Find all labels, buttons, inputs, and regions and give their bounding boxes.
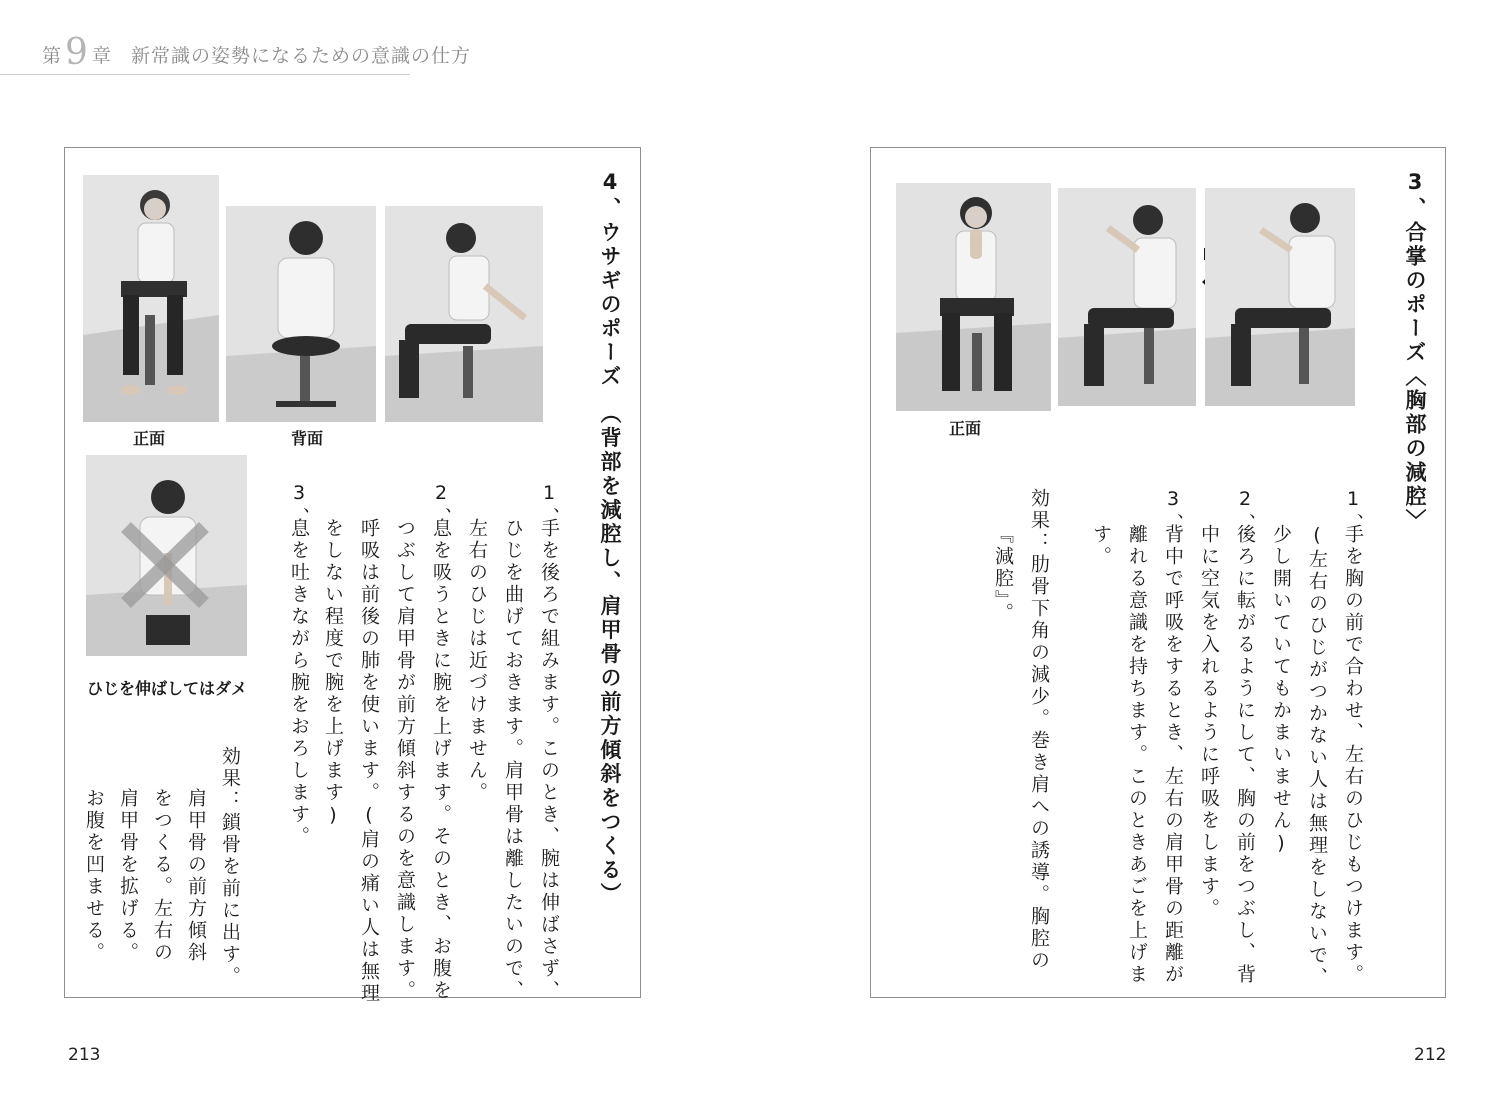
left-step-line: 2、 [430,482,452,529]
left-step-line: 息を吸うときに腕を上げます。そのとき、お腹を [430,518,452,1002]
caption-back: 背面 [291,429,324,448]
page-number-left: 213 [68,1045,101,1065]
left-effect-line: お腹を凹ませる。 [83,788,105,964]
left-step-line: をしない程度で腕を上げます) [322,518,344,829]
left-effect-line: 肩甲骨の前方傾斜 [185,788,207,964]
left-effect-line: 効果：鎖骨を前に出す。 [219,746,241,988]
chapter-prefix: 第 [42,45,62,67]
left-step-line: 手を後ろで組みます。このとき、腕は伸ばさず、 [538,518,560,1002]
left-step-line: 息を吐きながら腕をおろします。 [288,518,310,848]
right-exercise-box [870,147,1446,998]
photo-usagi-front [83,175,219,422]
right-step-line: 後ろに転がるようにして、胸の前をつぶし、背 [1234,524,1256,986]
right-effect-line: 効果：肋骨下角の減少。巻き肩への誘導。胸腔の [1028,488,1050,972]
right-step-line: 1、 [1342,488,1364,535]
caption-bad-example: ひじを伸ばしてはダメ [87,679,248,698]
right-step-line: 中に空気を入れるように呼吸をします。 [1198,524,1220,920]
right-step-line: 2、 [1234,488,1256,535]
photo-bad-example [86,455,247,656]
right-heading: 3、合掌のポーズ〈胸部の減腔〉 [1403,170,1427,533]
left-exercise-box [64,147,641,1005]
photo-gassho-front [896,183,1051,411]
chapter-title: 新常識の姿勢になるための意識の仕方 [130,45,471,67]
running-header [42,32,471,73]
page-number-right: 212 [1414,1045,1447,1065]
right-step-line: 3、 [1162,488,1184,535]
right-step-line: す。 [1090,524,1112,568]
chapter-number: 9 [65,32,88,73]
photo-usagi-side [385,206,543,422]
right-step-line: 背中で呼吸をするとき、左右の肩甲骨の距離が [1162,524,1184,986]
right-step-line: 離れる意識を持ちます。このときあごを上げま [1126,524,1148,986]
left-step-line: つぶして肩甲骨が前方傾斜するのを意識します。 [394,518,416,1002]
right-effect-line: 『減腔』。 [992,524,1014,625]
photo-gassho-side-after [1205,188,1355,406]
left-step-line: 3、 [288,482,310,529]
left-effect-line: をつくる。左右の [151,788,173,964]
left-heading: 4、ウサギのポーズ （背部を減腔し、肩甲骨の前方傾斜をつくる） [598,170,622,907]
left-step-line: ひじを曲げておきます。肩甲骨は離したいので、 [502,518,524,1002]
right-step-line: (左右のひじがつかない人は無理をしないで、 [1306,524,1328,989]
left-effect-line: 肩甲骨を拡げる。 [117,788,139,964]
chapter-suffix: 章 [91,45,111,67]
caption-front: 正面 [949,419,982,438]
left-step-line: 1、 [538,482,560,529]
caption-front: 正面 [133,429,166,448]
photo-gassho-side-before [1058,188,1196,406]
left-step-line: 呼吸は前後の肺を使います。(肩の痛い人は無理 [358,518,380,1005]
photo-usagi-back [226,206,376,422]
left-step-line: 左右のひじは近づけません。 [466,518,488,804]
right-step-line: 少し開いていてもかまいません) [1270,524,1292,857]
right-step-line: 手を胸の前で合わせ、左右のひじもつけます。 [1342,524,1364,986]
header-divider [0,74,410,75]
